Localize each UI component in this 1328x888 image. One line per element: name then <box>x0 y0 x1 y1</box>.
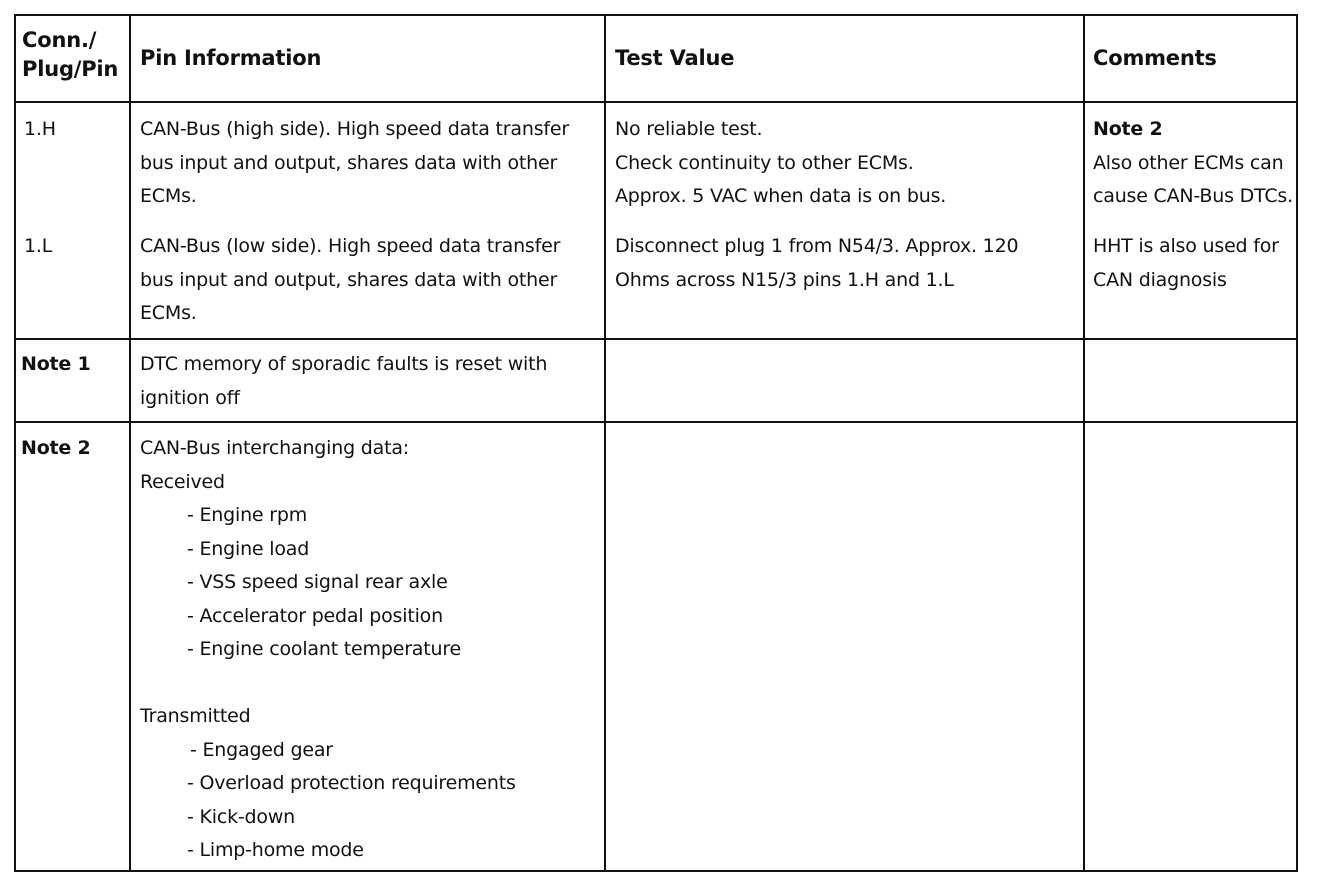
pin-1h-comments <box>1093 113 1298 214</box>
header-line: Plug/Pin <box>22 57 119 81</box>
pin-1h-test-value <box>615 113 946 214</box>
note1-label: Note 1 <box>21 353 91 375</box>
column-divider <box>604 16 606 870</box>
column-divider <box>1083 16 1085 870</box>
text-line: Approx. 5 VAC when data is on bus. <box>615 185 947 207</box>
text-line: CAN-Bus (high side). High speed data transfer <box>140 118 569 140</box>
text-line: bus input and output, shares data with other <box>140 151 558 174</box>
received-item: - Accelerator pedal position <box>187 604 443 627</box>
text-line: HHT is also used for <box>1093 235 1279 257</box>
text-line: bus input and output, shares data with other <box>140 268 558 291</box>
pin-1h: 1.H <box>24 118 56 140</box>
pin-1l-comments <box>1093 230 1298 297</box>
transmitted-item: - Limp-home mode <box>187 839 364 861</box>
text-line: CAN diagnosis <box>1093 268 1227 291</box>
note1-info <box>140 348 547 415</box>
transmitted-item: - Engaged gear <box>190 738 333 761</box>
received-item: - Engine load <box>187 537 310 560</box>
text-line: Note 2 <box>1093 118 1163 140</box>
header-test-value: Test Value <box>615 46 735 70</box>
transmitted-item: - Overload protection requirements <box>187 772 516 794</box>
text-line: CAN-Bus (low side). High speed data transfer <box>140 235 561 257</box>
received-item: - Engine rpm <box>187 504 308 526</box>
text-line: Ohms across N15/3 pins 1.H and 1.L <box>615 268 954 291</box>
spacer <box>140 667 516 701</box>
text-line: cause CAN-Bus DTCs. <box>1093 185 1293 207</box>
text-line: DTC memory of sporadic faults is reset with <box>140 353 548 375</box>
row-divider <box>16 338 1296 340</box>
transmitted-item: - Kick-down <box>187 805 296 828</box>
header-conn-plug-pin <box>22 26 118 84</box>
column-divider <box>129 16 131 870</box>
transmitted-label: Transmitted <box>140 705 251 727</box>
header-pin-information: Pin Information <box>140 46 322 70</box>
pin-1l-info <box>140 230 560 331</box>
pin-1h-info <box>140 113 569 214</box>
note2-intro: CAN-Bus interchanging data: <box>140 437 409 459</box>
received-label: Received <box>140 470 225 493</box>
row-divider <box>16 101 1296 103</box>
pin-1l-test-value <box>615 230 1018 297</box>
received-item: - Engine coolant temperature <box>187 638 462 660</box>
text-line: Check continuity to other ECMs. <box>615 151 914 174</box>
text-line: ECMs. <box>140 185 197 207</box>
pin-table <box>14 14 1298 872</box>
text-line: Disconnect plug 1 from N54/3. Approx. 120 <box>615 235 1019 257</box>
note2-info <box>140 432 516 868</box>
header-line: Conn./ <box>22 28 97 52</box>
pin-1l: 1.L <box>24 235 53 257</box>
received-item: - VSS speed signal rear axle <box>187 571 448 593</box>
text-line: No reliable test. <box>615 118 763 140</box>
text-line: Also other ECMs can <box>1093 151 1284 174</box>
note2-label: Note 2 <box>21 437 91 459</box>
row-divider <box>16 421 1296 423</box>
text-line: ignition off <box>140 386 240 409</box>
header-comments: Comments <box>1093 46 1217 70</box>
text-line: ECMs. <box>140 302 197 324</box>
